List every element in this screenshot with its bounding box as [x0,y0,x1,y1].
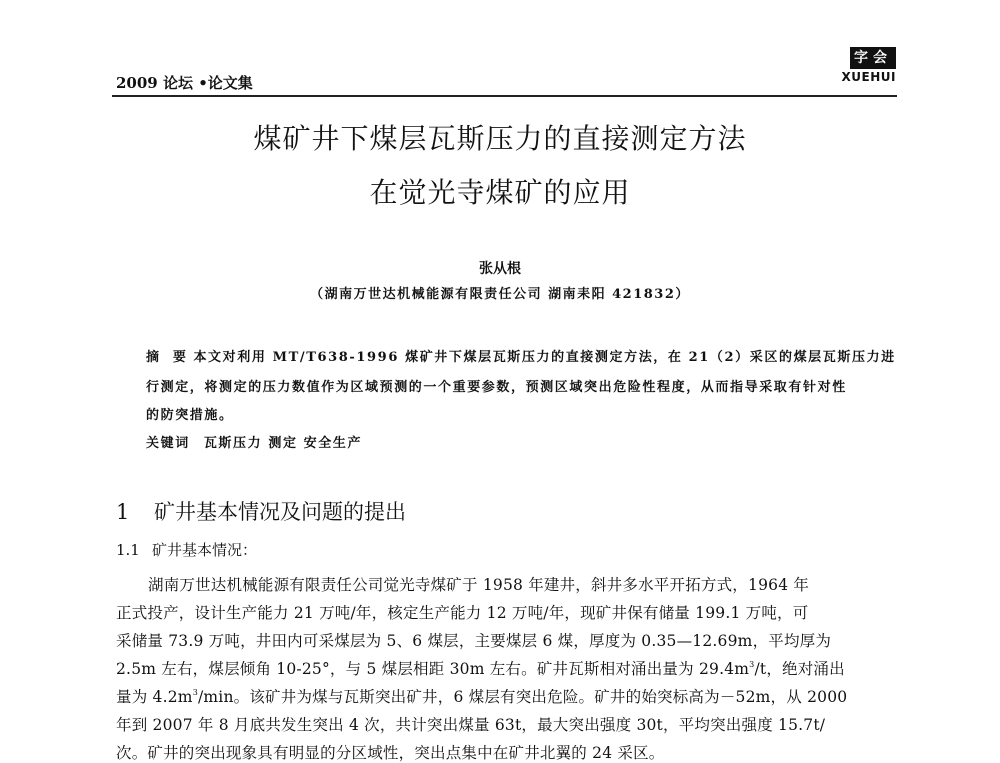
subsection-title: 矿井基本情况： [152,541,258,559]
section-title: 矿井基本情况及问题的提出 [154,500,406,524]
running-header: 2009 论坛 •论文集 [116,74,253,92]
logo-text: XUEHUI [841,70,896,84]
body-line-1: 湖南万世达机械能源有限责任公司觉光寺煤矿于 1958 年建井，斜井多水平开拓方式，1964 年 [148,576,810,594]
logo-mark: 字会 [850,47,896,69]
body-line-2: 正式投产，设计生产能力 21 万吨/年，核定生产能力 12 万吨/年，现矿井保有储量 199.1 万吨，可 [116,604,809,622]
subsection-heading-1-1 [116,539,257,560]
section-heading-1 [116,496,406,526]
abstract-line-1 [146,346,896,365]
body-line-6: 年到 2007 年 8 月底共发生突出 4 次，共计突出煤量 63t，最大突出强度 30t，平均突出强度 15.7t/ [116,716,826,734]
body-line-5: 量为 $4.2m^3/\min$。该矿井为煤与瓦斯突出矿井，6 煤层有突出危险。矿井的始突标高为－52m，从 2000 [116,688,848,706]
body-line-4: 2.5m 左右，煤层倾角 10-25°，与 5 煤层相距 30m 左右。矿井瓦斯相对涌出量为 $29.4m^3/t$，绝对涌出 [116,660,845,678]
keywords-text: 瓦斯压力 测定 安全生产 [203,436,363,451]
section-number: 1 [116,500,130,524]
header-rule [112,95,897,97]
paper-title-line-2: 在觉光寺煤矿的应用 [369,176,631,209]
author-name: 张从根 [479,261,521,277]
xuehui-logo [840,47,896,84]
subsection-number: 1.1 [116,541,140,559]
body-line-7: 次。矿井的突出现象具有明显的分区域性，突出点集中在矿井北翼的 24 采区。 [116,744,665,762]
paper-title-line-1: 煤矿井下煤层瓦斯压力的直接测定方法 [253,122,747,155]
abstract-line-2: 行测定，将测定的压力数值作为区域预测的一个重要参数，预测区域突出危险性程度，从而指导采取有针对性 [146,380,847,395]
abstract-line-3: 的防突措施。 [146,408,234,423]
abstract-text: 本文对利用 MT/T638-1996 煤矿井下煤层瓦斯压力的直接测定方法，在 21（2）采区的煤层瓦斯压力进 [193,350,896,365]
keywords-label: 关键词 [146,436,190,451]
author-affiliation: （湖南万世达机械能源有限责任公司 湖南耒阳 421832） [310,287,690,302]
body-line-3: 采储量 73.9 万吨，井田内可采煤层为 5、6 煤层，主要煤层 6 煤，厚度为 0.35—12.69m，平均厚为 [116,632,832,650]
keywords-line [146,432,362,451]
abstract-label: 摘 要 [146,350,188,365]
